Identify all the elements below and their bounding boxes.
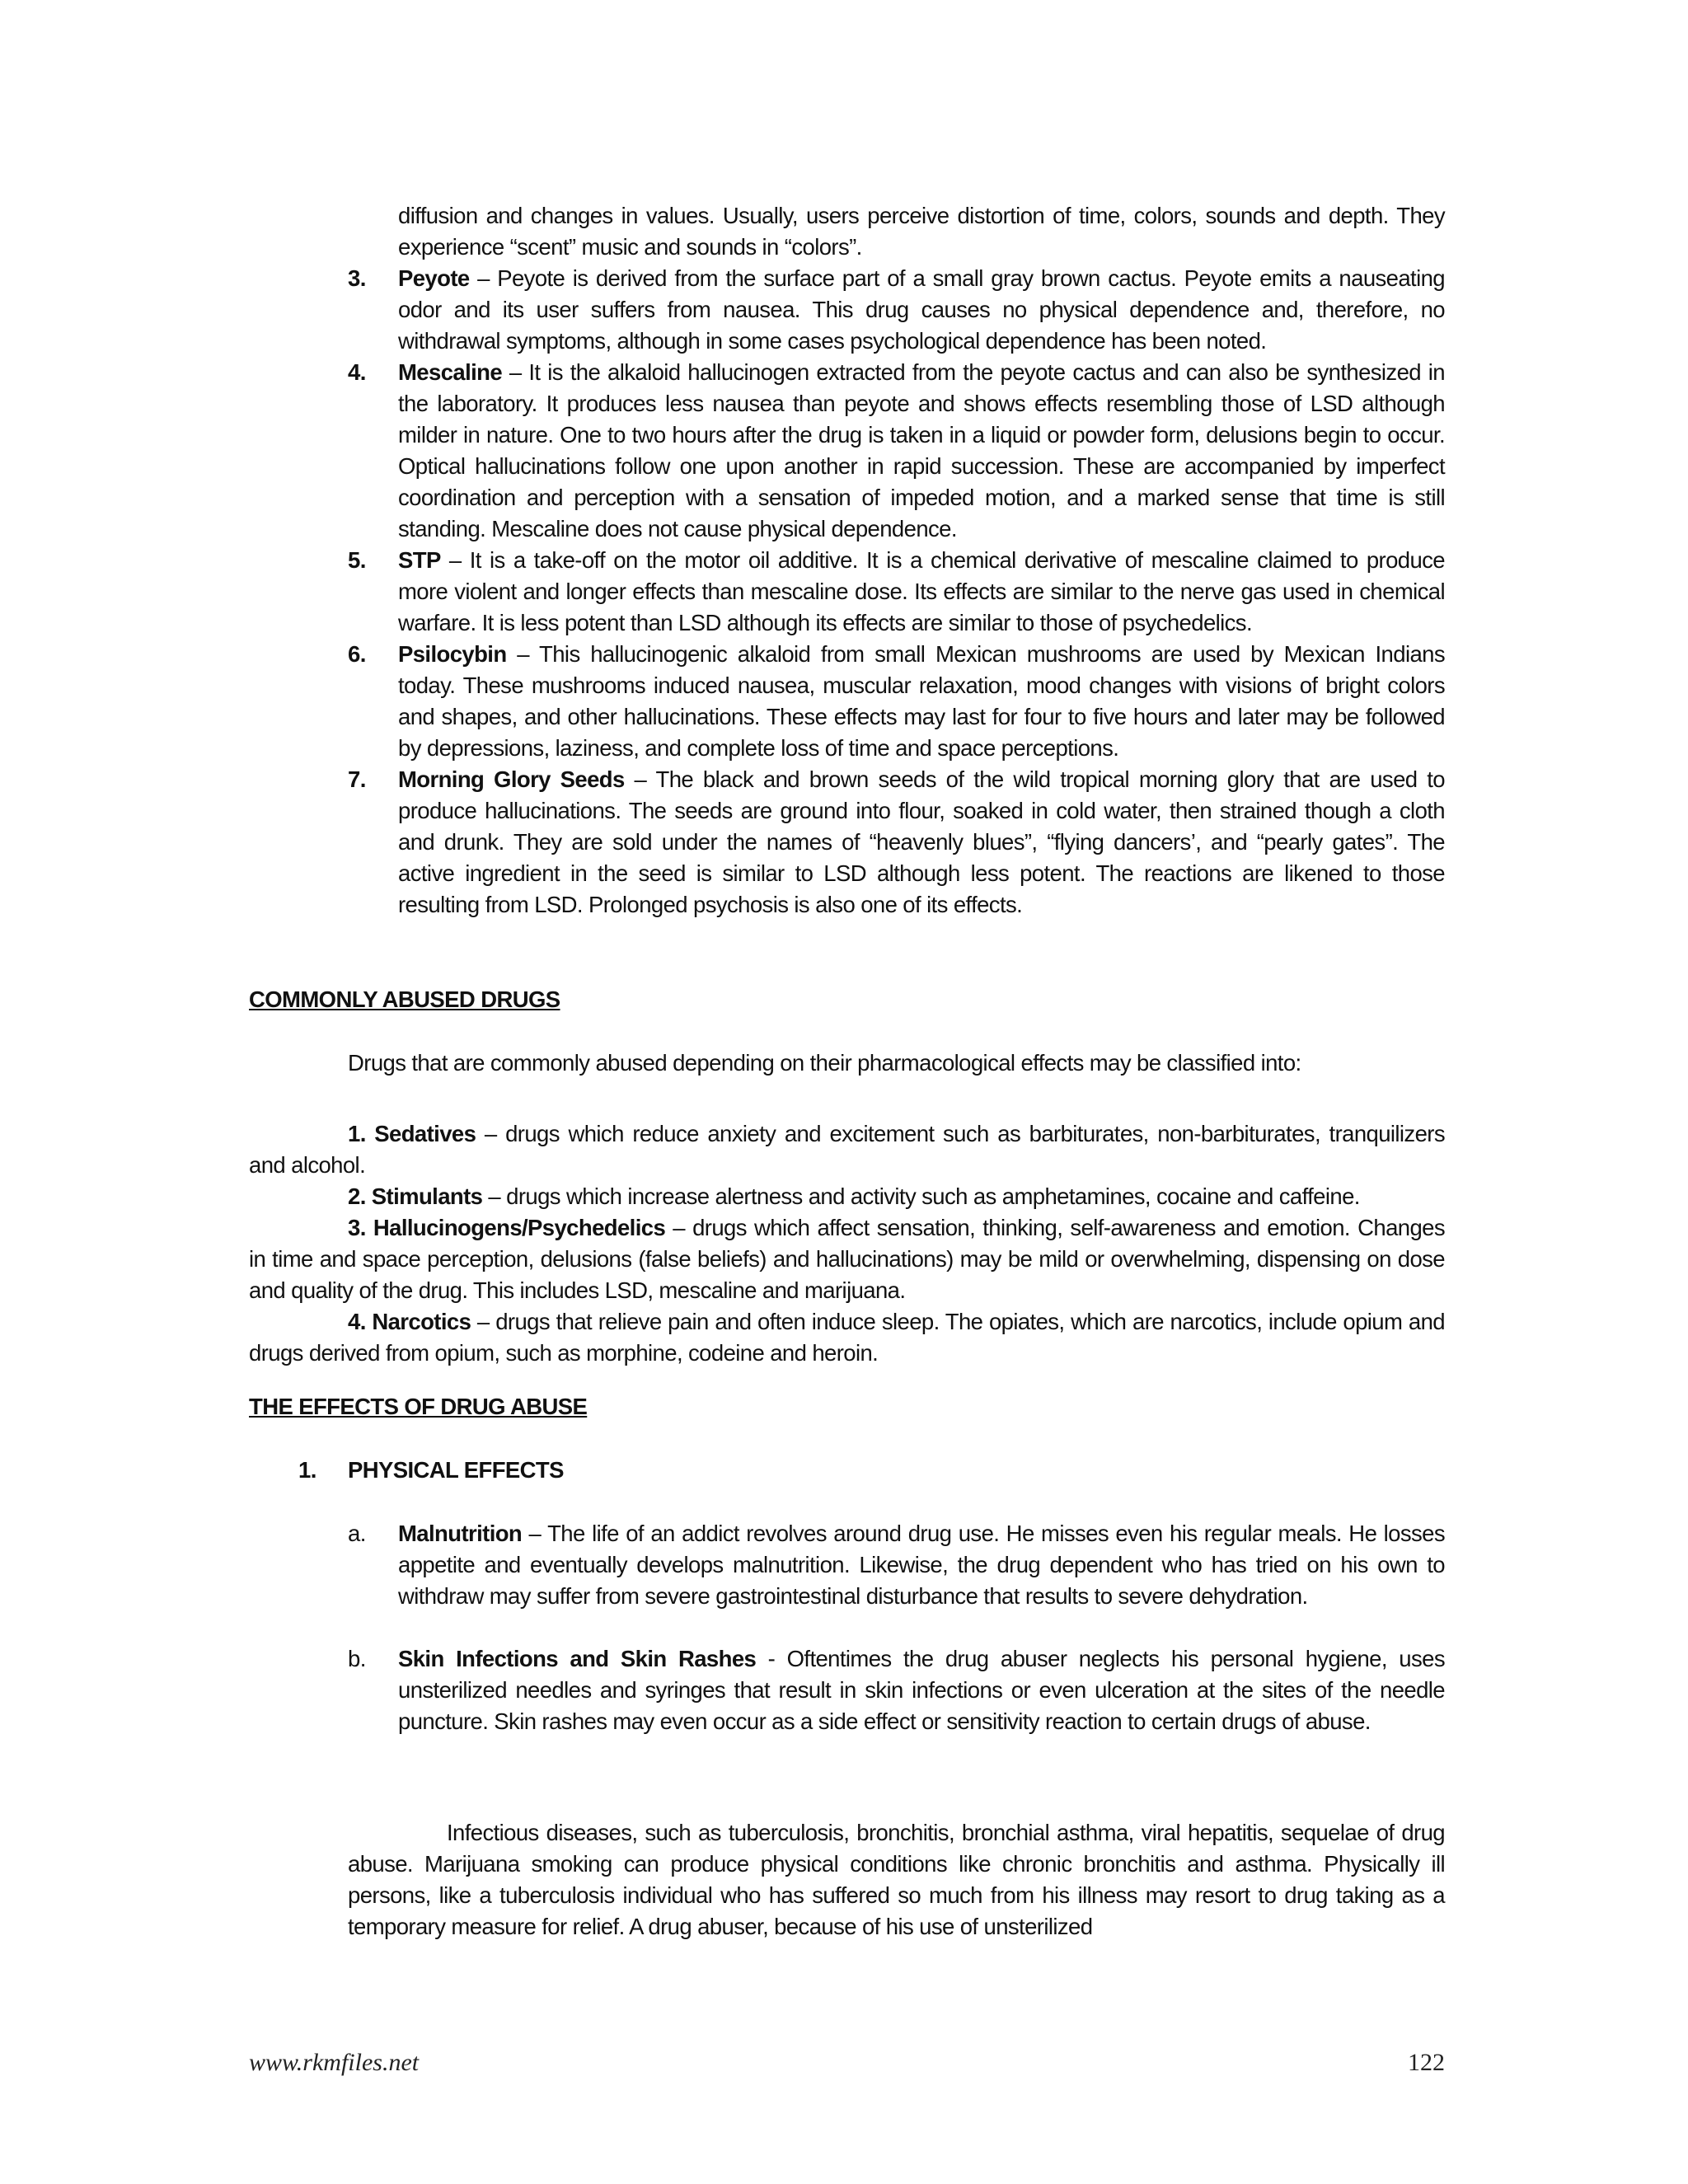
- continuation-paragraph: diffusion and changes in values. Usually, users perceive distortion of time, colors, sounds and depth. They experience “scent” music and sounds in “colors”.: [398, 203, 1445, 260]
- item-text: – The black and brown seeds of the wild tropical morning glory that are used to produce hallucinations. The seeds are ground into flour, soaked in cold water, then strained though a cloth and drunk. They are sold under the names of “heavenly blues”, “flying dancers’, and “pearly gates”. The active ingredient in the seed is similar to LSD although less potent. The reactions are likened to those resulting from LSD. Prolonged psychosis is also one of its effects.: [398, 766, 1446, 917]
- item-letter: b.: [348, 1646, 366, 1671]
- list-item: [348, 639, 1445, 764]
- class-term: 1. Sedatives: [348, 1121, 476, 1146]
- item-body: [348, 1643, 1445, 1737]
- class-item: [249, 1306, 1445, 1369]
- item-text: – It is the alkaloid hallucinogen extracted from the peyote cactus and can also be synthesized in the laboratory. It produces less nausea than peyote and shows effects resembling those of LSD although milder in nature. One to two hours after the drug is taken in a liquid or powder form, delusions begin to occur. Optical hallucinations follow one upon another in rapid succession. These are accompanied by imperfect coordination and perception with a sensation of impeded motion, and a marked sense that time is still standing. Mescaline does not cause physical dependence.: [398, 359, 1445, 541]
- class-text: – drugs which reduce anxiety and excitement such as barbiturates, non-barbiturates, tranquilizers and alcohol.: [249, 1121, 1445, 1178]
- section-heading-commonly-abused: COMMONLY ABUSED DRUGS: [249, 987, 560, 1012]
- item-number: 5.: [348, 547, 366, 573]
- class-term: 2. Stimulants: [348, 1183, 483, 1209]
- subsection-label: PHYSICAL EFFECTS: [348, 1457, 564, 1483]
- item-text: – Peyote is derived from the surface part of a small gray brown cactus. Peyote emits a nauseating odor and its user suffers from nausea. This drug causes no physical dependence and, therefore, no withdrawal symptoms, although in some cases psychological dependence has been noted.: [398, 265, 1445, 354]
- item-body: [348, 1518, 1445, 1612]
- class-term: 4. Narcotics: [348, 1309, 471, 1334]
- lettered-item: [348, 1643, 1445, 1737]
- list-item: [348, 764, 1445, 921]
- item-text: – The life of an addict revolves around drug use. He misses even his regular meals. He losses appetite and eventually develops malnutrition. Likewise, the drug dependent who has tried on his own to withdraw may suffer from severe gastrointestinal disturbance that results to severe dehydration.: [398, 1521, 1445, 1609]
- section-intro: Drugs that are commonly abused depending on their pharmacological effects may be classified into:: [348, 1050, 1301, 1076]
- item-text: – This hallucinogenic alkaloid from small Mexican mushrooms are used by Mexican Indians today. These mushrooms induced nausea, muscular relaxation, mood changes with visions of bright colors and shapes, and other hallucinations. These effects may last for four to five hours and later may be followed by depressions, laziness, and complete loss of time and space perceptions.: [398, 641, 1445, 761]
- subsection-number: 1.: [298, 1457, 316, 1483]
- item-term: Psilocybin: [398, 641, 507, 667]
- class-text: – drugs which increase alertness and activity such as amphetamines, cocaine and caffeine.: [482, 1183, 1360, 1209]
- list-item: [348, 263, 1445, 357]
- item-term: Skin Infections and Skin Rashes: [398, 1646, 757, 1671]
- class-term: 3. Hallucinogens/Psychedelics: [348, 1215, 666, 1240]
- list-item: [348, 357, 1445, 545]
- lettered-item: [348, 1518, 1445, 1612]
- item-term: Peyote: [398, 265, 470, 291]
- list-item: [348, 545, 1445, 639]
- item-term: Malnutrition: [398, 1521, 523, 1546]
- item-term: Morning Glory Seeds: [398, 766, 625, 792]
- class-text: – drugs which affect sensation, thinking, self-awareness and emotion. Changes in time and space perception, delusions (false beliefs) and hallucinations) may be mild or overwhelming, dispensing on dose and quality of the drug. This includes LSD, mescaline and marijuana.: [249, 1215, 1445, 1303]
- footer-website: www.rkmfiles.net: [249, 2049, 420, 2076]
- item-text: - Oftentimes the drug abuser neglects his personal hygiene, uses unsterilized needles and syringes that result in skin infections or even ulceration at the sites of the needle puncture. Skin rashes may even occur as a side effect or sensitivity reaction to certain drugs of abuse.: [398, 1646, 1445, 1734]
- item-number: 3.: [348, 265, 366, 291]
- section-heading-effects: THE EFFECTS OF DRUG ABUSE: [249, 1394, 588, 1419]
- page-number: 122: [1408, 2049, 1445, 2076]
- item-letter: a.: [348, 1521, 366, 1546]
- item-term: STP: [398, 547, 441, 573]
- class-item: [249, 1212, 1445, 1306]
- subsection-title: [298, 1455, 564, 1486]
- item-number: 6.: [348, 641, 366, 667]
- class-text: – drugs that relieve pain and often induce sleep. The opiates, which are narcotics, include opium and drugs derived from opium, such as morphine, codeine and heroin.: [249, 1309, 1445, 1366]
- item-term: Mescaline: [398, 359, 503, 385]
- item-number: 7.: [348, 766, 366, 792]
- class-item: [249, 1181, 1445, 1212]
- body-paragraph: Infectious diseases, such as tuberculosis, bronchitis, bronchial asthma, viral hepatitis, sequelae of drug abuse. Marijuana smoking can produce physical conditions like chronic bronchitis and asthma. Physically ill persons, like a tuberculosis individual who has suffered so much from his illness may resort to drug taking as a temporary measure for relief. A drug abuser, because of his use of unsterilized: [348, 1820, 1445, 1939]
- hallucinogen-list: [348, 263, 1445, 921]
- class-item: [249, 1118, 1445, 1181]
- item-text: – It is a take-off on the motor oil additive. It is a chemical derivative of mescaline claimed to produce more violent and longer effects than mescaline dose. Its effects are similar to the nerve gas used in chemical warfare. It is less potent than LSD although its effects are similar to those of psychedelics.: [398, 547, 1445, 635]
- item-number: 4.: [348, 359, 366, 385]
- drug-classes: [249, 1118, 1445, 1369]
